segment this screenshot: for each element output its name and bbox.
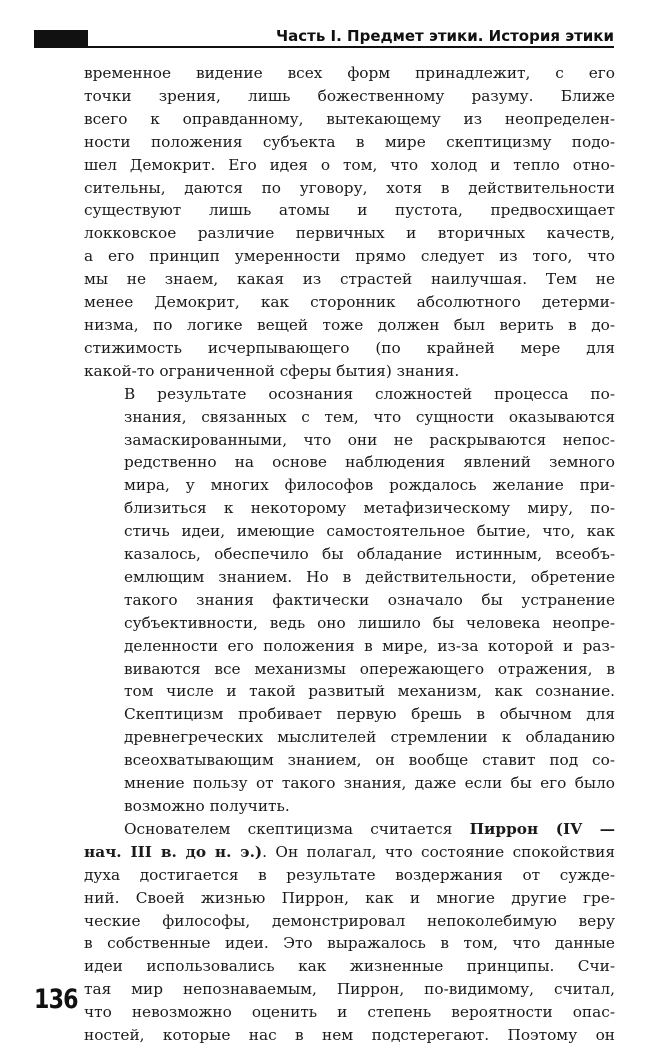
text-line: казалось, обеспечило бы обладание истинным, всеобъ- [124, 545, 615, 564]
text-line: ческие философы, демонстрировал непоколебимую веру [84, 911, 615, 930]
text-line: какой-то ограниченной сферы бытия) знания. [84, 361, 460, 380]
text-line: идеи использовались как жизненные принципы. Счи- [84, 957, 615, 976]
text-line: близиться к некоторому метафизическому миру, по- [124, 499, 615, 518]
text-line: сительны, даются по уговору, хотя в действительности [84, 178, 615, 197]
text-line: В результате осознания сложностей процесса по- [124, 384, 615, 403]
text-line: тая мир непознаваемым, Пиррон, по-видимому, считал, [84, 980, 615, 999]
text-line: точки зрения, лишь божественному разуму. Ближе [84, 86, 615, 105]
text-line: деленности его положения в мире, из-за которой и раз- [124, 636, 615, 655]
text-line: временное видение всех форм принадлежит, с его [84, 64, 615, 82]
text-line: ности положения субъекта в мире скептицизму подо- [84, 132, 615, 151]
text-line: низма, по логике вещей тоже должен был верить в до- [84, 315, 615, 334]
paragraph-2 [84, 383, 615, 818]
text-line: такого знания фактически означало бы устранение [124, 590, 615, 609]
text-line: древнегреческих мыслителей стремлении к обладанию [124, 728, 615, 747]
text-line: существуют лишь атомы и пустота, предвосхищает [84, 201, 615, 220]
text-line: мира, у многих философов рождалось желание при- [124, 476, 615, 495]
text-segment: Основателем скептицизма считается [124, 819, 470, 838]
header-bar [34, 30, 88, 48]
text-line: замаскированными, что они не раскрываются непос- [124, 430, 615, 449]
text-line: субъективности, ведь оно лишило бы человека неопре- [124, 613, 615, 632]
body-text [84, 62, 615, 1047]
text-line: что невозможно оценить и степень вероятности опас- [84, 1003, 615, 1022]
bold-dates: нач. III в. до н. э.) [84, 842, 263, 861]
text-line: а его принцип умеренности прямо следует из того, что [84, 247, 615, 266]
text-line: стижимость исчерпывающего (по крайней мере для [84, 338, 615, 357]
text-line: мы не знаем, какая из страстей наилучшая. Тем не [84, 270, 615, 289]
text-line [84, 818, 615, 841]
text-line: стичь идеи, имеющие самостоятельное бытие, что, как [124, 522, 615, 541]
text-line: всего к оправданному, вытекающему из неопределен- [84, 109, 615, 128]
bold-name: Пиррон (IV — [469, 819, 615, 838]
text-line: знания, связанных с тем, что сущности оказываются [124, 407, 615, 426]
text-segment: . Он полагал, что состояние спокойствия [262, 842, 615, 861]
text-line: возможно получить. [124, 797, 290, 815]
text-line: всеохватывающим знанием, он вообще ставит под со- [124, 751, 615, 770]
text-line: том числе и такой развитый механизм, как сознание. [124, 682, 615, 701]
running-head: Часть I. Предмет этики. История этики [275, 27, 614, 45]
text-line: ностей, которые нас в нем подстерегают. Поэтому он [84, 1026, 615, 1045]
paragraph-1 [84, 62, 615, 383]
text-line: ний. Своей жизнью Пиррон, как и многие другие гре- [84, 888, 615, 907]
text-line: менее Демокрит, как сторонник абсолютного детерми- [84, 293, 615, 312]
text-line: емлющим знанием. Но в действительности, обретение [124, 567, 615, 586]
text-line: виваются все механизмы опережающего отражения, в [124, 659, 615, 678]
text-line: локковское различие первичных и вторичных качеств, [84, 224, 615, 243]
text-line [84, 841, 615, 864]
text-line: в собственные идеи. Это выражалось в том, что данные [84, 934, 615, 953]
text-line: мнение пользу от такого знания, даже если бы его было [124, 774, 615, 793]
text-line: редственно на основе наблюдения явлений земного [124, 453, 615, 472]
paragraph-3 [84, 818, 615, 1047]
text-line: шел Демокрит. Его идея о том, что холод и тепло отно- [84, 155, 615, 174]
header-rule [88, 46, 614, 48]
page-number: 136 [34, 984, 78, 1015]
text-line: Скептицизм пробивает первую брешь в обычном для [124, 705, 615, 724]
text-line: духа достигается в результате воздержания от сужде- [84, 865, 615, 884]
